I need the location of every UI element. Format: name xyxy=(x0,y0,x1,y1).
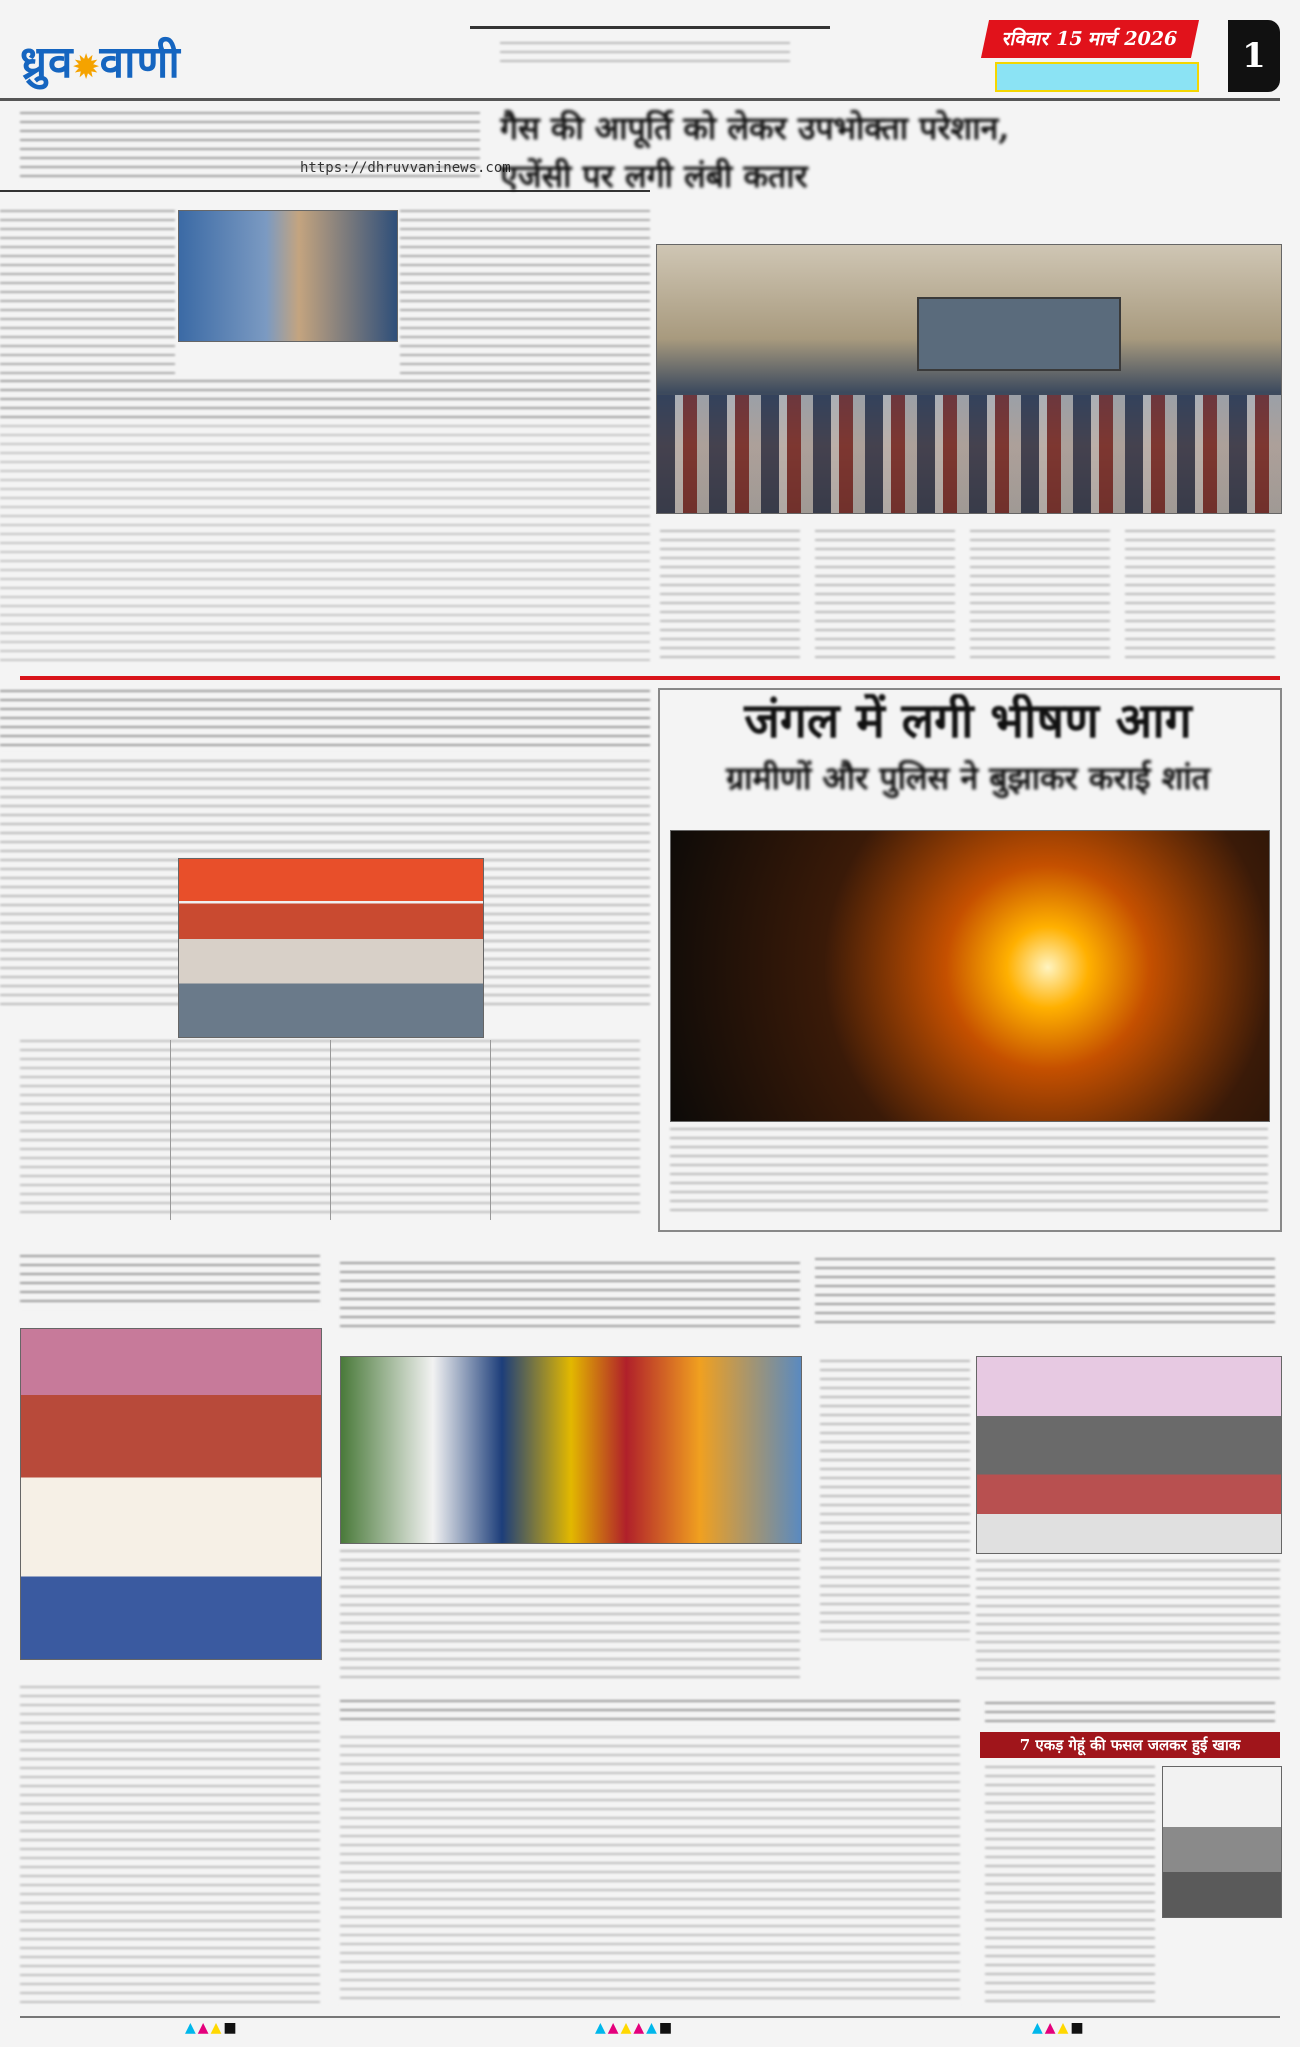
gas-col-1 xyxy=(660,530,800,660)
lower-right-text-2 xyxy=(976,1560,1280,1680)
gas-col-3 xyxy=(970,530,1110,660)
story-headline-blur xyxy=(0,380,650,420)
registration-marks-center: ▲▲▲▲▲■ xyxy=(595,2020,675,2036)
banner-shape xyxy=(179,859,483,901)
bottom-right-headline-blur xyxy=(985,1702,1275,1726)
page-number: 1 xyxy=(1228,20,1280,92)
col-sep xyxy=(330,1040,331,1220)
lower-middle-text xyxy=(340,1550,800,1680)
date-label: रविवार 15 मार्च 2026 xyxy=(981,20,1199,58)
brand-suffix: वाणी xyxy=(99,37,181,88)
right-column-text xyxy=(400,210,650,380)
date-badge xyxy=(985,20,1225,92)
header-blurred-text xyxy=(500,42,790,68)
masthead-rule xyxy=(0,98,1280,101)
top-rule xyxy=(470,26,830,29)
bottom-middle-headline-blur xyxy=(340,1700,960,1724)
photo-group-event xyxy=(178,858,484,1038)
registration-marks-left: ▲▲▲■ xyxy=(185,2020,239,2036)
fire-story-text xyxy=(670,1128,1268,1218)
sun-icon: ✹ xyxy=(73,50,100,85)
lower-right-headline-blur xyxy=(815,1258,1275,1326)
date-sub-strip xyxy=(995,62,1199,92)
gas-col-4 xyxy=(1125,530,1275,660)
lower-left-headline-blur xyxy=(20,1255,320,1309)
photo-gas-queue xyxy=(656,244,1282,514)
photo-gathering xyxy=(976,1356,1282,1554)
masthead-logo xyxy=(20,30,181,90)
registration-marks-right: ▲▲▲■ xyxy=(1032,2020,1086,2036)
col-sep xyxy=(170,1040,171,1220)
bottom-middle-text xyxy=(340,1736,960,2006)
fire-subheadline: ग्रामीणों और पुलिस ने बुझाकर कराई शांत xyxy=(726,760,1210,797)
photo-street xyxy=(1162,1766,1282,1918)
photo-felicitation xyxy=(340,1356,802,1544)
top-right-headline: गैस की आपूर्ति को लेकर उपभोक्ता परेशान, xyxy=(500,110,1010,147)
crowd-shape xyxy=(657,395,1281,513)
brand-prefix: ध्रुव xyxy=(20,37,74,88)
website-url: https://dhruvvaninews.com xyxy=(300,160,511,176)
middle-left-headline-blur xyxy=(0,690,650,750)
bottom-right-text xyxy=(985,1766,1155,2006)
left-column-text xyxy=(0,210,175,380)
lower-middle-headline-blur xyxy=(340,1262,800,1328)
story-body-text xyxy=(0,425,650,665)
photo-forest-fire xyxy=(670,830,1270,1122)
crop-fire-tag: 7 एकड़ गेहूं की फसल जलकर हुई खाक xyxy=(980,1732,1280,1758)
truck-shape xyxy=(917,297,1121,371)
gas-col-2 xyxy=(815,530,955,660)
red-divider xyxy=(20,676,1280,680)
top-right-subheadline: एजेंसी पर लगी लंबी कतार xyxy=(500,158,808,195)
bottom-left-text xyxy=(20,1686,320,2006)
lower-right-text xyxy=(820,1360,970,1640)
photo-two-persons xyxy=(178,210,398,342)
col-sep xyxy=(490,1040,491,1220)
photo-couple-puja xyxy=(20,1328,322,1660)
bottom-rule xyxy=(20,2016,1280,2018)
fire-headline: जंगल में लगी भीषण आग xyxy=(744,694,1192,749)
